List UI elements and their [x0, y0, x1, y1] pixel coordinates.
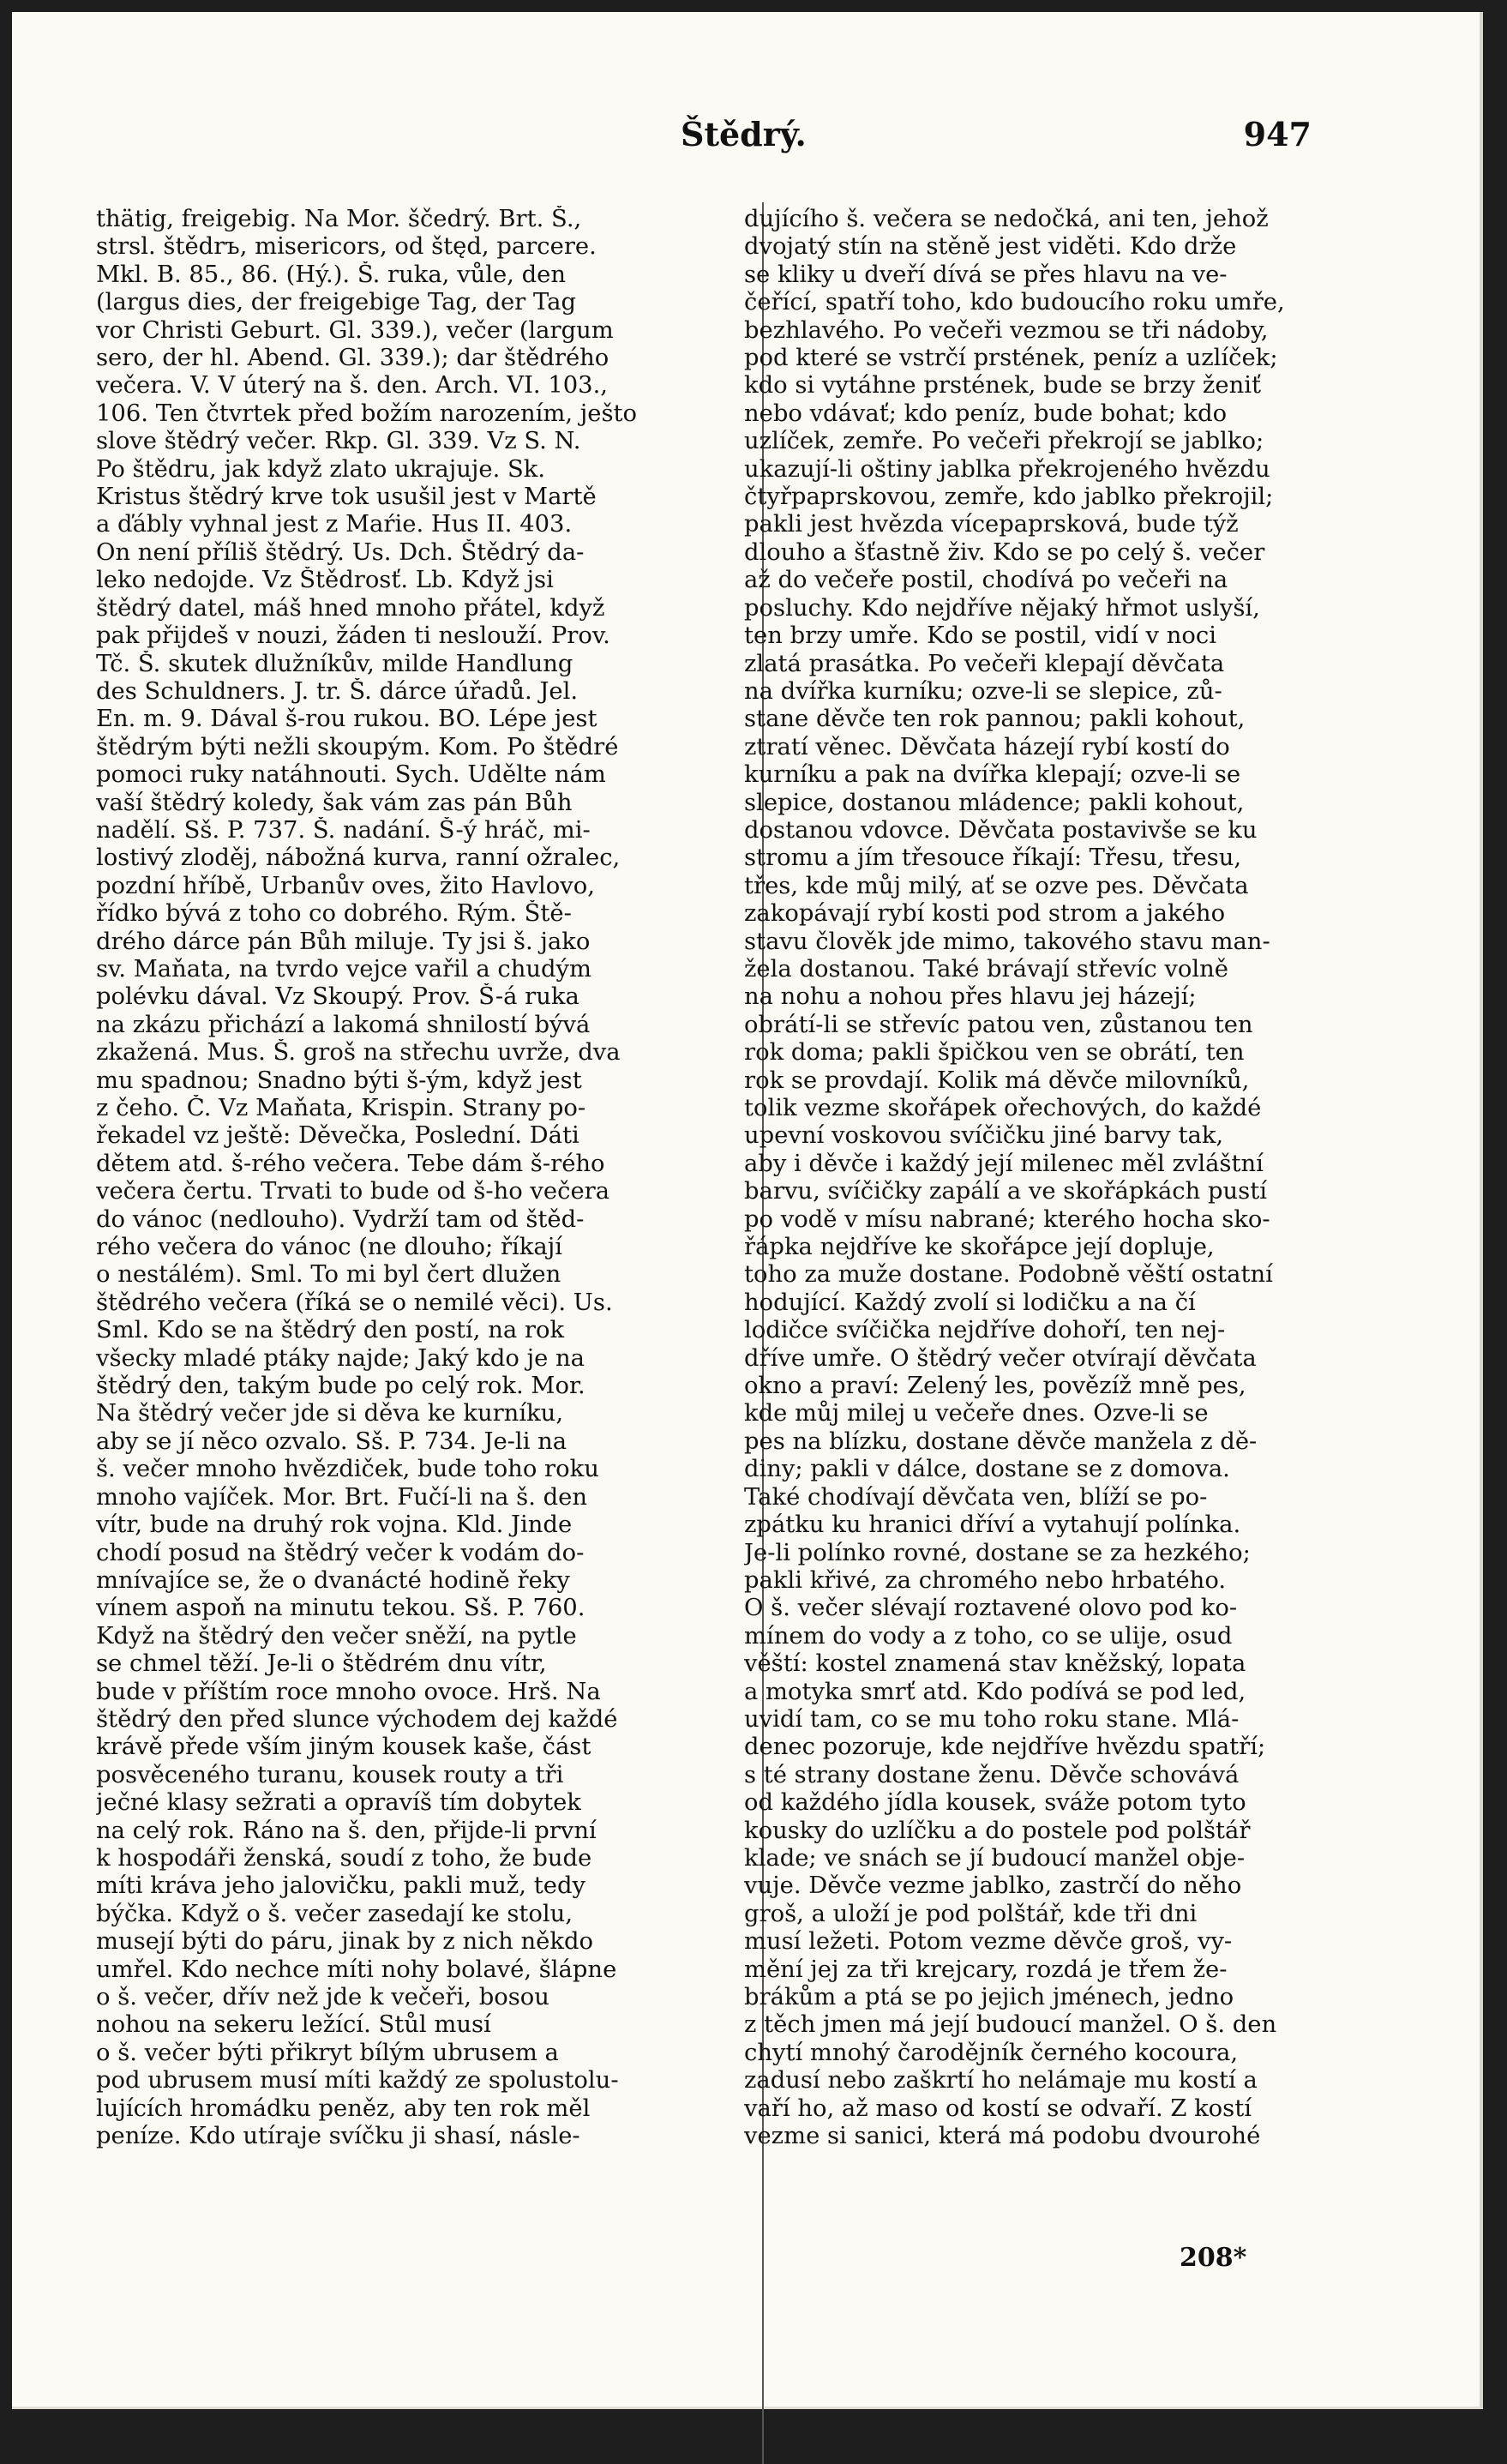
text-line: nadělí. Sš. P. 737. Š. nadání. Š-ý hráč, mi- [96, 816, 591, 844]
page-sheet [12, 12, 1483, 2409]
text-line: leko nedojde. Vz Štědrosť. Lb. Když jsi [96, 567, 554, 594]
text-line: zpátku ku hranici dříví a vytahují polínka. [744, 1511, 1241, 1539]
text-line: o š. večer býti přikryt bílým ubrusem a [96, 2039, 559, 2066]
text-line: večera čertu. Trvati to bude od š-ho večera [96, 1178, 610, 1205]
text-line: míti kráva jeho jalovičku, pakli muž, tedy [96, 1872, 585, 1900]
text-line: chodí posud na štědrý večer k vodám do- [96, 1539, 585, 1566]
text-line: vuje. Děvče vezme jablko, zastrčí do něho [744, 1872, 1242, 1900]
text-line: uvidí tam, co se mu toho roku stane. Mlá- [744, 1705, 1240, 1733]
text-line: ukazují-li oštiny jablka překrojeného hvězdu [744, 455, 1270, 483]
text-line: rok se provdají. Kolik má děvče milovníků, [744, 1067, 1250, 1094]
text-line: lodičce svíčička nejdříve dohoří, ten nej- [744, 1317, 1226, 1344]
text-line: tolik vezme skořápek ořechových, do každé [744, 1095, 1262, 1121]
text-line: štědrý datel, máš hned mnoho přátel, když [96, 594, 605, 622]
text-line: drého dárce pán Bůh miluje. Ty jsi š. jako [96, 928, 591, 955]
text-line: se chmel těží. Je-li o štědrém dnu vítr, [96, 1650, 547, 1678]
text-line: slepice, dostanou mládence; pakli kohout, [744, 789, 1245, 816]
text-line: mění jej za tři krejcary, rozdá je třem že- [744, 1956, 1228, 1983]
text-line: krávě přede vším jiným kousek kaše, část [96, 1734, 591, 1761]
text-line: klade; ve snách se jí budoucí manžel obje- [744, 1844, 1246, 1872]
text-line: štědrý den před slunce východem dej každé [96, 1705, 618, 1733]
text-line: stromu a jím třesouce říkají: Třesu, třesu, [744, 844, 1242, 872]
text-line: okno a praví: Zelený les, povězíž mně pes, [744, 1373, 1246, 1400]
text-line: Mkl. B. 85., 86. (Hý.). Š. ruka, vůle, den [96, 261, 566, 288]
text-line: Po štědru, jak když zlato ukrajuje. Sk. [96, 455, 546, 483]
text-line: barvu, svíčičky zapálí a ve skořápkách pustí [744, 1178, 1267, 1205]
text-line: dostanou vdovce. Děvčata postavivše se ku [744, 816, 1258, 844]
text-line: polévku dával. Vz Skoupý. Prov. Š-á ruka [96, 983, 579, 1011]
text-line: Na štědrý večer jde si děva ke kurníku, [96, 1400, 564, 1427]
text-line: vínem aspoň na minutu tekou. Sš. P. 760. [96, 1595, 585, 1622]
text-line: š. večer mnoho hvězdiček, bude toho roku [96, 1456, 599, 1483]
text-line: On není příliš štědrý. Us. Dch. Štědrý da- [96, 538, 585, 566]
text-line: štědrý den, takým bude po celý rok. Mor. [96, 1373, 585, 1400]
text-line: věští: kostel znamená stav kněžský, lopata [744, 1650, 1246, 1678]
text-line: dříve umře. O štědrý večer otvírají děvčata [744, 1344, 1257, 1372]
text-line: kdo si vytáhne prstének, bude se brzy ženiť [744, 372, 1261, 400]
text-line: vor Christi Geburt. Gl. 339.), večer (largum [96, 316, 614, 344]
text-line: sero, der hl. Abend. Gl. 339.); dar štědrého [96, 345, 609, 372]
text-line: posluchy. Kdo nejdříve nějaký hřmot uslyší, [744, 594, 1260, 622]
text-line: na zkázu přichází a lakomá shnilostí bývá [96, 1011, 591, 1038]
text-line: uzlíček, zemře. Po večeři překrojí se jablko; [744, 428, 1264, 455]
text-line: mnoho vajíček. Mor. Brt. Fučí-li na š. den [96, 1483, 587, 1511]
text-line: na dvířka kurníku; ozve-li se slepice, zů- [744, 677, 1222, 705]
text-line: štědrého večera (říká se o nemilé věci). Us. [96, 1289, 613, 1316]
text-line: aby i děvče i každý její milenec měl zvláštní [744, 1150, 1264, 1177]
text-line: musí ležeti. Potom vezme děvče groš, vy- [744, 1928, 1233, 1956]
text-line: Je-li polínko rovné, dostane se za hezkého; [744, 1539, 1251, 1566]
page-number: 947 [1243, 115, 1312, 153]
text-line: o nestálém). Sml. To mi byl čert dlužen [96, 1261, 561, 1289]
text-line: pes na blízku, dostane děvče manžela z dě- [744, 1427, 1258, 1455]
text-line: stavu člověk jde mimo, takového stavu man- [744, 928, 1270, 955]
text-line: řekadel vz ještě: Děvečka, Poslední. Dáti [96, 1122, 579, 1150]
text-line: vezme si sanici, která má podobu dvourohé [744, 2123, 1261, 2150]
text-line: dvojatý stín na stěně jest viděti. Kdo drže [744, 233, 1237, 261]
text-line: večera. V. V úterý na š. den. Arch. VI. 103., [96, 372, 609, 400]
text-line: (largus dies, der freigebige Tag, der Tag [96, 289, 576, 316]
text-line: zakopávají rybí kosti pod strom a jakého [744, 900, 1226, 928]
text-line: pakli křivé, za chromého nebo hrbatého. [744, 1566, 1227, 1594]
text-line: vítr, bude na druhý rok vojna. Kld. Jinde [96, 1511, 573, 1539]
text-line: posvěceného turanu, kousek routy a tři [96, 1761, 564, 1788]
text-line: mnívajíce se, že o dvanácté hodině řeky [96, 1566, 570, 1594]
text-line: En. m. 9. Dával š-rou rukou. BO. Lépe jest [96, 706, 597, 733]
text-line: slove štědrý večer. Rkp. Gl. 339. Vz S. N. [96, 428, 581, 455]
text-line: pod které se vstrčí prstének, peníz a uzlíček; [744, 345, 1278, 372]
text-line: Sml. Kdo se na štědrý den postí, na rok [96, 1317, 565, 1344]
text-line: řídko bývá z toho co dobrého. Rým. Ště- [96, 900, 572, 928]
right-column [744, 206, 1344, 2150]
text-line: dlouho a šťastně živ. Kdo se po celý š. večer [744, 538, 1265, 566]
text-line: sv. Maňata, na tvrdo vejce vařil a chudým [96, 955, 591, 983]
text-line: groš, a uloží je pod polštář, kde tři dni [744, 1900, 1198, 1927]
text-line: bezhlavého. Po večeři vezmou se tři nádoby, [744, 316, 1269, 344]
text-line: čtyřpaprskovou, zemře, kdo jablko překrojil; [744, 484, 1274, 511]
text-line: z čeho. Č. Vz Maňata, Krispin. Strany po- [96, 1095, 586, 1121]
text-line: mínem do vody a z toho, co se ulije, osud [744, 1622, 1233, 1650]
text-line: lujících hromádku peněz, aby ten rok měl [96, 2094, 591, 2122]
text-line: zkažená. Mus. Š. groš na střechu uvrže, dva [96, 1039, 621, 1067]
text-line: hodující. Každý zvolí si lodičku a na čí [744, 1289, 1196, 1316]
text-line: býčka. Když o š. večer zasedají ke stolu, [96, 1900, 573, 1927]
text-line: s té strany dostane ženu. Děvče schovává [744, 1761, 1240, 1788]
text-line: se kliky u dveří dívá se přes hlavu na ve- [744, 261, 1228, 288]
text-line: dujícího š. večera se nedočká, ani ten, jehož [744, 206, 1269, 232]
text-line: ten brzy umře. Kdo se postil, vidí v noci [744, 622, 1216, 650]
text-line: a ďábly vyhnal jest z Maŕie. Hus II. 403. [96, 511, 573, 538]
text-line: chytí mnohý čarodějník černého kocoura, [744, 2039, 1239, 2066]
text-line: vaří ho, až maso od kostí se odvaří. Z kostí [744, 2094, 1252, 2122]
text-line: lostivý zloděj, nábožná kurva, ranní ožralec, [96, 844, 621, 872]
text-line: štědrým býti nežli skoupým. Kom. Po štědré [96, 733, 619, 760]
text-line: brákům a ptá se po jejich jménech, jedno [744, 1984, 1234, 2010]
text-line: 106. Ten čtvrtek před božím narozením, ješto [96, 400, 638, 427]
text-line: na celý rok. Ráno na š. den, přijde-li první [96, 1817, 597, 1844]
text-line: vaší štědrý koledy, šak vám zas pán Bůh [96, 789, 573, 816]
left-column [96, 206, 754, 2150]
text-line: nebo vdávať; kdo peníz, bude bohat; kdo [744, 400, 1228, 427]
text-line: upevní voskovou svíčičku jiné barvy tak, [744, 1122, 1224, 1150]
text-line: toho za muže dostane. Podobně věští ostatní [744, 1261, 1273, 1289]
text-line: umřel. Kdo nechce míti nohy bolavé, šlápne [96, 1956, 617, 1983]
text-line: a motyka smrť atd. Kdo podívá se pod led, [744, 1678, 1246, 1705]
text-line: O š. večer slévají roztavené olovo pod ko- [744, 1595, 1238, 1622]
text-line: dětem atd. š-rého večera. Tebe dám š-rého [96, 1150, 605, 1177]
text-line: řápka nejdříve ke skořápce její dopluje, [744, 1234, 1215, 1261]
text-line: aby se jí něco ozvalo. Sš. P. 734. Je-li na [96, 1427, 567, 1455]
text-line: ječné klasy sežrati a opravíš tím dobytek [96, 1789, 581, 1817]
text-line: rok doma; pakli špičkou ven se obrátí, ten [744, 1039, 1245, 1067]
text-line: po vodě v mísu nabrané; kterého hocha sko- [744, 1205, 1270, 1233]
text-line: strsl. štědrъ, misericors, od štęd, parcere. [96, 233, 597, 261]
text-line: Tč. Š. skutek dlužníkův, milde Handlung [96, 650, 573, 677]
text-line: pomoci ruky natáhnouti. Sych. Udělte nám [96, 761, 606, 789]
text-line: musejí býti do páru, jinak by z nich někdo [96, 1928, 594, 1956]
text-line: žela dostanou. Také brávají střevíc volně [744, 955, 1228, 983]
running-head: Štědrý. [681, 115, 807, 153]
text-line: na nohu a nohou přes hlavu jej házejí; [744, 983, 1197, 1011]
text-line: pakli jest hvězda vícepaprsková, bude týž [744, 511, 1239, 538]
text-line: až do večeře postil, chodívá po večeři na [744, 567, 1228, 594]
text-line: Také chodívají děvčata ven, blíží se po- [744, 1483, 1208, 1511]
text-line: z těch jmen má její budoucí manžel. O š. den [744, 2011, 1277, 2039]
text-line: pak přijdeš v nouzi, žáden ti neslouží. Prov. [96, 622, 610, 650]
text-line: od každého jídla kousek, sváže potom tyto [744, 1789, 1246, 1817]
text-line: peníze. Kdo utíraje svíčku ji shasí, násle- [96, 2123, 580, 2150]
text-line: kurníku a pak na dvířka klepají; ozve-li se [744, 761, 1241, 789]
text-line: nohou na sekeru ležící. Stůl musí [96, 2011, 491, 2039]
text-line: denec pozoruje, kde nejdříve hvězdu spatří; [744, 1734, 1266, 1761]
text-line: rého večera do vánoc (ne dlouho; říkají [96, 1234, 562, 1261]
text-line: kde můj milej u večeře dnes. Ozve-li se [744, 1400, 1209, 1427]
text-line: pozdní hříbě, Urbanův oves, žito Havlovo, [96, 872, 595, 899]
text-line: k hospodáři ženská, soudí z toho, že bude [96, 1844, 592, 1872]
text-line: zlatá prasátka. Po večeři klepají děvčata [744, 650, 1225, 677]
text-line: bude v příštím roce mnoho ovoce. Hrš. Na [96, 1678, 601, 1705]
text-line: zadusí nebo zaškrtí ho nelámaje mu kostí a [744, 2067, 1258, 2094]
text-line: diny; pakli v dálce, dostane se z domova. [744, 1456, 1230, 1483]
text-line: třes, kde můj milý, ať se ozve pes. Děvčata [744, 872, 1249, 899]
text-line: obrátí-li se střevíc patou ven, zůstanou ten [744, 1011, 1253, 1038]
printer-signature: 208* [1180, 2243, 1247, 2273]
text-line: stane děvče ten rok pannou; pakli kohout, [744, 706, 1246, 733]
text-line: všecky mladé ptáky najde; Jaký kdo je na [96, 1344, 585, 1372]
text-line: ztratí věnec. Děvčata házejí rybí kostí do [744, 733, 1230, 760]
text-line: mu spadnou; Snadno býti š-ým, když jest [96, 1067, 582, 1094]
text-line: thätig, freigebig. Na Mor. ščedrý. Brt. Š., [96, 206, 582, 232]
text-line: o š. večer, dřív než jde k večeři, bosou [96, 1984, 549, 2010]
text-line: čeřící, spatří toho, kdo budoucího roku umře, [744, 289, 1285, 316]
text-line: do vánoc (nedlouho). Vydrží tam od štěd- [96, 1205, 585, 1233]
text-line: Kristus štědrý krve tok usušil jest v Martě [96, 484, 597, 511]
text-line: des Schuldners. J. tr. Š. dárce úřadů. Jel. [96, 677, 579, 705]
text-line: pod ubrusem musí míti každý ze spolustolu- [96, 2067, 619, 2094]
text-line: kousky do uzlíčku a do postele pod polštář [744, 1817, 1251, 1844]
text-line: Když na štědrý den večer sněží, na pytle [96, 1622, 577, 1650]
